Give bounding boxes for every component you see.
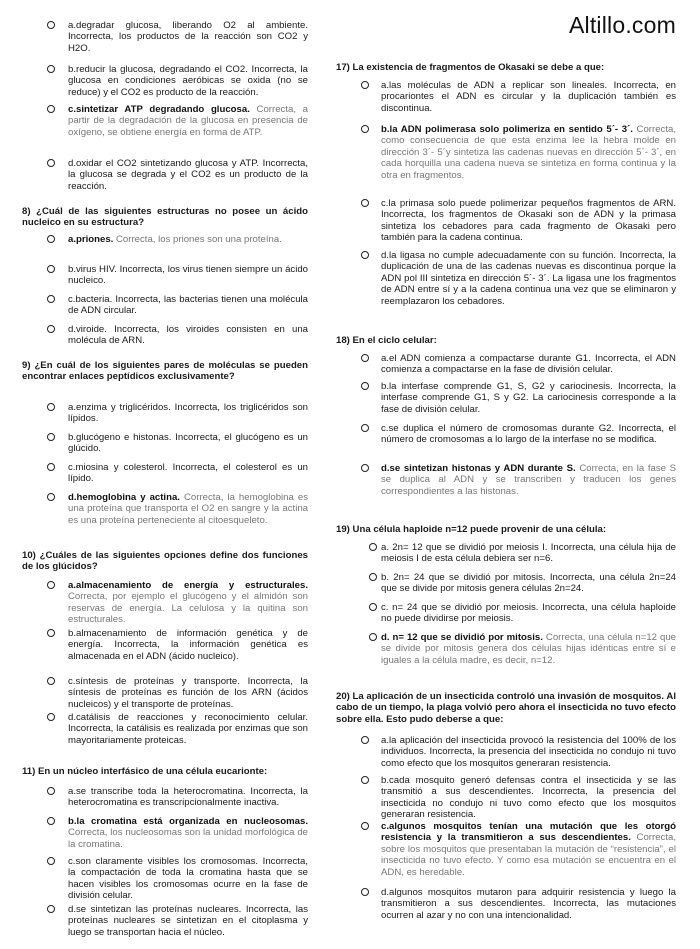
question-q20 [336,691,677,921]
radio-button-icon[interactable] [361,251,369,259]
question-q10 [22,550,308,746]
option-label: c.algunos mosquitos tenían una mutación que les otorgó resistencia y la transmitieron a sus descendientes. [381,821,676,844]
answer-text [381,80,676,114]
option-explanation: Correcta, como consecuencia de que esta enzima lee la hebra molde en dirección 3´- 5´y sintetiza las cadenas nuevas en dirección 5´- 3´, en cada horquilla una cadena nueva se sintetiza en forma continua y la otra en fragmentos. [381,124,676,181]
correct-answer-text [381,124,676,181]
option-label: a.priones. [68,234,114,245]
question-q9 [22,360,308,526]
answer-text [68,158,308,192]
option-explanation: Incorrecta, los viroides consisten en una molécula de ARN. [68,324,308,347]
radio-button-icon[interactable] [47,463,55,471]
option-label: d.la ligasa no cumple adecuadamente con su función. [381,250,617,261]
radio-button-icon[interactable] [361,382,369,390]
radio-button-icon[interactable] [361,776,369,784]
radio-button-icon[interactable] [47,677,55,685]
radio-button-icon[interactable] [361,199,369,207]
option-label: b.la ADN polimerasa solo polimeriza en sentido 5´- 3´. [381,124,633,135]
option-explanation: Incorrecta, el número de cromosomas a lo largo de la interfase no se modifica. [381,423,676,446]
option-label: c.son claramente visibles los cromosomas. [68,856,259,867]
answer-text [68,628,308,662]
option-explanation: Correcta, a partir de la degradación de la glucosa en presencia de oxígeno, se obtiene energía en forma de ATP. [68,104,308,138]
answer-text [68,676,308,710]
option-explanation: Incorrecta, las proteínas nucleares se sintetizan en el citoplasma y luego se transportan hacia el núcleo. [68,904,308,938]
radio-button-icon[interactable] [47,581,55,589]
option-label: b.glucógeno e histonas. [68,432,172,443]
radio-button-icon[interactable] [47,159,55,167]
radio-button-icon[interactable] [361,888,369,896]
radio-button-icon[interactable] [47,857,55,865]
question-title: 10) ¿Cuáles de las siguientes opciones define dos funciones de los glúcidos? [22,550,308,573]
option-label: d.se sintetizan histonas y ADN durante S. [381,463,576,474]
option-label: d.catálisis de reacciones y reconocimiento celular. [68,712,308,723]
answer-text [68,64,308,98]
option-explanation: Incorrecta, la presencia del insecticida no condujo ni tuvo como efecto que los mosquitos generaran resistencia. [381,746,676,769]
radio-button-icon[interactable] [361,354,369,362]
radio-button-icon[interactable] [47,265,55,273]
radio-button-icon[interactable] [361,736,369,744]
option-label: d.oxidar el CO2 sintetizando glucosa y ATP. [68,158,260,169]
correct-answer-text [68,816,308,850]
option-explanation: Incorrecta, la información genética es almacenada en el ADN (ácido nucleico). [68,639,308,662]
answer-text [68,904,308,938]
option-explanation: Incorrecta, una célula 2n=24 que se divide por mitosis genera células 2n=24. [381,572,676,595]
correct-answer-text [381,821,676,878]
option-explanation: Incorrecta, la catálisis es realizada por enzimas que son mayoritariamente proteicas. [68,723,308,746]
radio-button-icon[interactable] [47,235,55,243]
option-label: b. 2n= 24 que se dividió por mitosis. [381,572,546,583]
option-label: b.reducir la glucosa, degradando el CO2. [68,64,248,75]
answer-text [381,542,676,565]
question-q17 [336,62,676,307]
option-label: c.se duplica el número de cromosomas durante G2. [381,423,615,434]
question-title: 19) Una célula haploide n=12 puede provenir de una célula: [336,524,607,535]
option-explanation: Correcta, los nucleosomas son la unidad morfológica de la cromatina. [68,827,308,850]
option-label: b.almacenamiento de información genética y de energía. [68,628,308,651]
answer-text [381,198,676,244]
option-explanation: Correcta, los priones son una proteína. [116,234,282,245]
radio-button-icon[interactable] [369,573,377,581]
correct-answer-text [68,492,308,526]
option-label: d.se sintetizan las proteínas nucleares. [68,904,242,915]
radio-button-icon[interactable] [47,493,55,501]
option-explanation: Incorrecta, los virus tienen siempre un ácido nucleico. [68,264,309,287]
option-label: d.algunos mosquitos mutaron para adquirir resistencia y luego la transmitieron a sus descendientes. [381,887,676,910]
question-title: 8) ¿Cuál de las siguientes estructuras no posee un ácido nucleico en su estructura? [22,206,308,229]
radio-button-icon[interactable] [361,464,369,472]
answer-text [68,294,308,317]
option-label: b.la cromatina está organizada en nucleosomas. [68,816,308,827]
option-label: d. n= 12 que se dividió por mitosis. [381,632,543,643]
answer-text [381,423,676,446]
option-label: c.bacteria. [68,294,113,305]
option-label: c.la primasa solo puede polimerizar pequeños fragmentos de ARN. [381,198,676,209]
answer-text [68,324,308,347]
question-title: 18) En el ciclo celular: [336,335,437,346]
option-explanation: Incorrecta, las mutaciones ocurren al azar y no con una intencionalidad. [381,898,676,921]
option-explanation: Incorrecta, los fragmentos de Okasaki son de ADN y la primasa sintetiza los cebadores para cada fragmento de Okasaki pero también para la cadena continua. [381,209,676,244]
option-explanation: Incorrecta, los triglicéridos son lípidos. [68,402,308,425]
option-label: a.degradar glucosa, liberando O2 al ambiente. [68,20,308,31]
option-explanation: Incorrecta, la glucosa en condiciones aeróbicas se oxida (no se reduce) y el CO2 es producto de la reacción. [68,64,308,98]
answer-text [68,432,308,455]
correct-answer-text [381,632,676,666]
option-label: c. n= 24 que se dividió por meiosis. [381,602,539,613]
answer-text [381,775,676,821]
question-title: 20) La aplicación de un insecticida controló una invasión de mosquitos. Al cabo de un tiempo, la plaga volvió pero ahora el insecticida no tuvo efecto sobre ella. Esto pudo deberse a que: [336,691,676,725]
option-explanation: Incorrecta, en procariontes el ADN es circular y la duplicación también es discontinua. [381,80,676,114]
question-q8 [22,206,309,347]
option-label: c.síntesis de proteínas y transporte. [68,676,240,687]
option-label: d.viroide. [68,324,107,335]
radio-button-icon[interactable] [47,713,55,721]
option-label: a.se transcribe toda la heterocromatina. [68,786,246,797]
radio-button-icon[interactable] [47,21,55,29]
option-explanation: Incorrecta, la síntesis de proteínas es función de los ARN (ácidos nucleicos) y el transporte de proteínas. [68,676,308,710]
option-label: a.almacenamiento de energía y estructurales. [68,580,308,591]
question-title: 17) La existencia de fragmentos de Okasaki se debe a que: [336,62,605,73]
question-q18 [336,335,676,497]
question-q11 [22,766,308,938]
option-explanation: Correcta, la hemoglobina es una proteína que transporta el O2 en sangre y la actina es una proteína perteneciente al citoesqueleto. [68,492,308,526]
option-explanation: Incorrecta, las bacterias tienen una molécula de ADN circular. [68,294,308,317]
answer-text [68,786,308,809]
question-q19 [336,524,677,666]
answer-text [381,250,676,307]
option-explanation: Incorrecta, una célula haploide no puede dividirse por meiosis. [381,602,677,625]
answer-text [68,462,308,485]
radio-button-icon[interactable] [361,822,369,830]
option-label: a.las moléculas de ADN a replicar son lineales. [381,80,608,91]
radio-button-icon[interactable] [47,325,55,333]
option-explanation: Incorrecta, una célula hija de meiosis I de esta célula debiera ser n=6. [381,542,676,565]
option-explanation: Incorrecta, la interfase comprende G1, S y G2. La cariocinesis corresponde a la fase de división celular. [381,381,676,415]
radio-button-icon[interactable] [361,125,369,133]
option-explanation: Correcta, en la fase S se duplica al ADN y se transcriben y traducen los genes correspondientes a las histonas. [381,463,676,497]
option-label: b.virus HIV. [68,264,117,275]
site-logo[interactable]: Altillo.com [568,12,676,38]
answer-text [68,264,308,287]
option-label: c.sintetizar ATP degradando glucosa. [68,104,250,115]
radio-button-icon[interactable] [47,295,55,303]
option-label: a. 2n= 12 que se dividió por meiosis I. [381,542,548,553]
correct-answer-text [381,463,676,497]
radio-button-icon[interactable] [361,81,369,89]
answer-text [381,602,676,625]
radio-button-icon[interactable] [369,633,377,641]
option-label: a.enzima y triglicéridos. [68,402,171,413]
option-label: a.la aplicación del insecticida provocó la resistencia del 100% de los individuos. [381,735,676,758]
answer-text [68,856,308,902]
option-label: d.hemoglobina y actina. [68,492,180,503]
option-explanation: Incorrecta, la duplicación de una de las cadenas nuevas es discontinua porque la ADN pol III sintetiza en dirección 5´- 3´. La ligasa une los fragmentos de ADN entre sí y a la cadena continua una vez que se eliminaron y reemplazaron los cebadores. [381,250,676,307]
radio-button-icon[interactable] [47,817,55,825]
radio-button-icon[interactable] [47,105,55,113]
option-explanation: Incorrecta, la glucosa se degrada y el CO2 es un producto de la reacción. [68,158,308,192]
radio-button-icon[interactable] [47,65,55,73]
option-explanation: Correcta, sobre los mosquitos que presentaban la mutación de “resistencia”, el insecticida no tuvo efecto. Y como esa mutación se encuentra en el ADN, es heredable. [381,832,676,878]
radio-button-icon[interactable] [47,433,55,441]
answer-text [381,887,676,921]
question-title: 11) En un núcleo interfásico de una célula eucarionte: [22,766,268,777]
correct-answer-text [68,580,308,626]
radio-button-icon[interactable] [47,629,55,637]
radio-button-icon[interactable] [47,403,55,411]
answer-text [381,735,676,769]
answer-text [68,402,308,425]
option-explanation: Incorrecta, el ADN comienza a compactarse en la fase de división celular. [381,353,676,376]
answer-text [68,712,308,746]
correct-answer-text [68,104,308,138]
correct-answer-text [68,234,308,245]
option-explanation: Incorrecta, la compactación de toda la cromatina hasta que se hacen visibles los cromosomas ocurre en la fase de división celular. [68,856,308,902]
radio-button-icon[interactable] [361,424,369,432]
option-explanation: Incorrecta, el colesterol es un lípido. [68,462,308,485]
radio-button-icon[interactable] [369,543,377,551]
option-label: b.la interfase comprende G1, S, G2 y cariocinesis. [381,381,613,392]
answer-text [381,572,676,595]
question-title: 9) ¿En cuál de los siguientes pares de moléculas se pueden encontrar enlaces peptídicos exclusivamente? [22,360,308,383]
answer-text [381,381,676,415]
option-explanation: Incorrecta, el glucógeno es un glúcido. [68,432,308,455]
option-explanation: Correcta, una célula n=12 que se divide por mitosis genera dos células hijas idénticas entre sí e iguales a la célula madre, es decir, n=12. [381,632,677,666]
option-explanation: Incorrecta, la presencia del insecticida no condujo ni tuvo como efecto que los mosquitos generaran resistencia. [381,786,677,821]
answer-text [68,20,308,54]
radio-button-icon[interactable] [369,603,377,611]
option-label: a.el ADN comienza a compactarse durante G1. [381,353,591,364]
option-explanation: Incorrecta, la heterocromatina es transcripcionalmente inactiva. [68,786,308,809]
option-label: c.miosina y colesterol. [68,462,168,473]
option-explanation: Incorrecta, los productos de la reacción son CO2 y H2O. [68,31,308,54]
answer-text [381,353,676,376]
radio-button-icon[interactable] [47,787,55,795]
radio-button-icon[interactable] [47,905,55,913]
option-explanation: Correcta, por ejemplo el glucógeno y el almidón son reservas de energía. La celulosa y la quitina son estructurales. [68,591,308,626]
option-label: b.cada mosquito generó defensas contra el insecticida y se las transmitió a sus descendientes. [381,775,676,798]
